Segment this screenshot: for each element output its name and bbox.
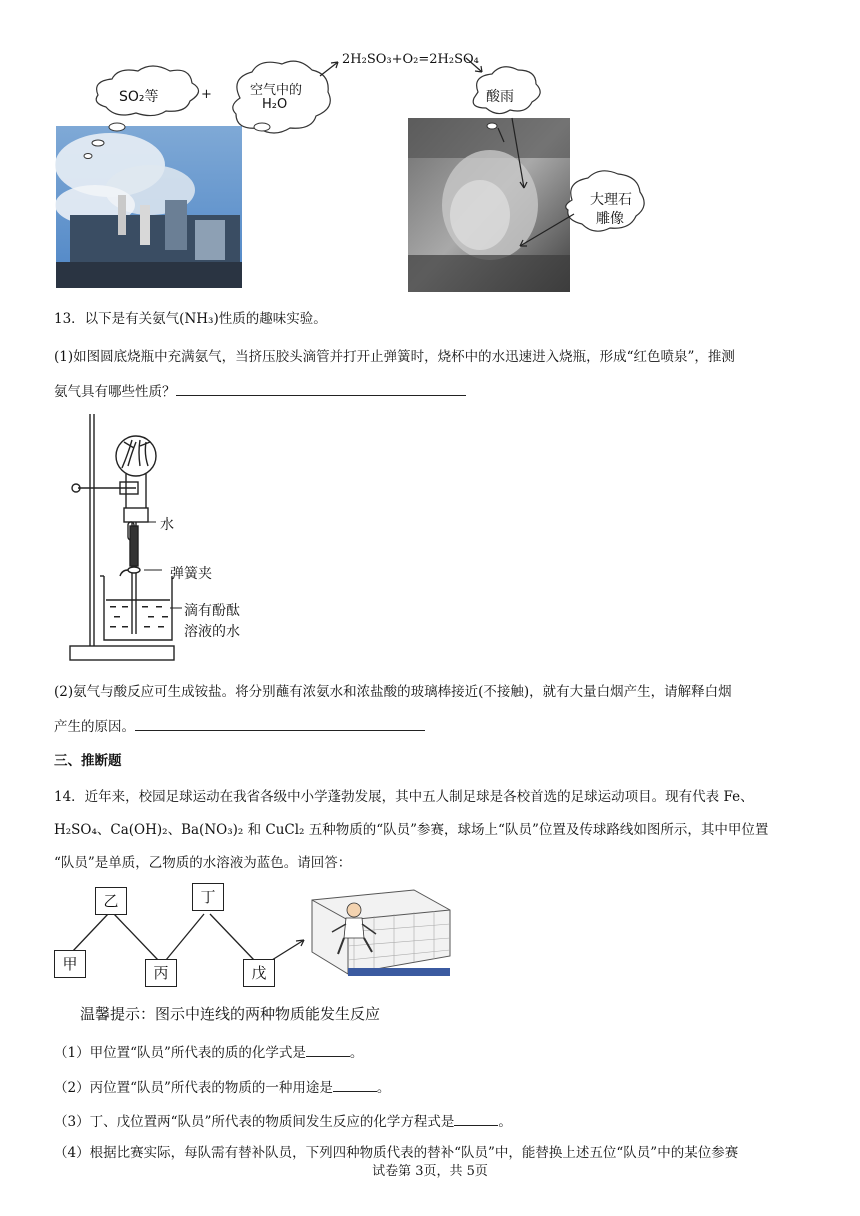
acid-rain-label: 酸雨 xyxy=(486,89,514,105)
marble-label-line2: 雕像 xyxy=(596,211,624,227)
so2-label: SO₂等 xyxy=(119,89,159,105)
q13-part1-question: 氨气具有哪些性质？ xyxy=(54,384,176,400)
position-wu: 戊 xyxy=(243,959,275,987)
q14-stem-line1: 14．近年来，校园足球运动在我省各级中小学蓬勃发展，其中五人制足球是各校首选的足球运动项目。现有代表 Fe、 xyxy=(54,789,754,805)
q14-sub1 xyxy=(54,1041,363,1061)
answer-blank[interactable] xyxy=(333,1079,377,1092)
q14-stem-line2: H₂SO₄、Ca(OH)₂、Ba(NO₃)₂ 和 CuCl₂ 五种物质的“队员”参赛，球场上“队员”位置及传球路线如图所示，其中甲位置 xyxy=(54,822,769,838)
water-label: 水 xyxy=(160,517,174,533)
q14-sub2-text: （2）丙位置“队员”所代表的物质的一种用途是 xyxy=(54,1080,333,1096)
phenolphthalein-solution-label-line2: 溶液的水 xyxy=(184,624,240,640)
marble-label-line1: 大理石 xyxy=(590,192,632,208)
spring-clamp-label: 弹簧夹 xyxy=(170,566,212,582)
position-yi: 乙 xyxy=(95,887,127,915)
factory-photo xyxy=(55,126,242,288)
reaction-tip: 温馨提示：图示中连线的两种物质能发生反应 xyxy=(80,1005,381,1023)
q13-part2-line2 xyxy=(54,715,425,735)
air-water-label-line2: H₂O xyxy=(262,97,288,112)
q14-sub4: （4）根据比赛实际，每队需有替补队员，下列四种物质代表的替补“队员”中，能替换上述五位“队员”中的某位参赛 xyxy=(54,1145,739,1161)
sulfurous-acid-oxidation-equation: 2H₂SO₃+O₂=2H₂SO₄ xyxy=(342,52,479,67)
q14-sub3-text: （3）丁、戊位置两“队员”所代表的物质间发生反应的化学方程式是 xyxy=(54,1114,455,1130)
page-footer: 试卷第 3页，共 5页 xyxy=(372,1164,488,1179)
acid-rain-diagram-svg xyxy=(0,0,860,300)
fountain-apparatus-svg xyxy=(64,408,284,664)
q13-part2-question: 产生的原因。 xyxy=(54,719,135,735)
q13-stem: 13．以下是有关氨气(NH₃)性质的趣味实验。 xyxy=(54,311,327,327)
q14-sub1-end: 。 xyxy=(349,1045,364,1061)
answer-blank[interactable] xyxy=(176,383,466,396)
answer-blank[interactable] xyxy=(306,1044,350,1057)
q13-part1-line1: (1)如图圆底烧瓶中充满氨气，当挤压胶头滴管并打开止弹簧时，烧杯中的水迅速进入烧瓶，形成“红色喷泉”，推测 xyxy=(54,349,735,365)
air-water-label-line1: 空气中的 xyxy=(250,83,303,98)
q14-sub3 xyxy=(54,1110,512,1130)
marble-statue-photo xyxy=(408,118,570,292)
phenolphthalein-solution-label-line1: 滴有酚酞 xyxy=(184,603,240,619)
q14-sub2-end: 。 xyxy=(376,1080,391,1096)
goal-illustration xyxy=(312,890,450,976)
section-heading: 三、推断题 xyxy=(54,753,122,769)
q14-sub1-text: （1）甲位置“队员”所代表的质的化学式是 xyxy=(54,1045,306,1061)
position-jia: 甲 xyxy=(54,950,86,978)
q14-stem-line3: “队员”是单质，乙物质的水溶液为蓝色。请回答： xyxy=(54,855,352,871)
q14-sub3-end: 。 xyxy=(498,1114,512,1130)
q14-sub2 xyxy=(54,1076,390,1096)
answer-blank[interactable] xyxy=(135,718,425,731)
answer-blank[interactable] xyxy=(454,1113,498,1126)
plus-sign: + xyxy=(201,87,212,102)
position-ding: 丁 xyxy=(192,883,224,911)
q13-part2-line1: (2)氨气与酸反应可生成铵盐。将分别蘸有浓氨水和浓盐酸的玻璃棒接近(不接触)，就有大量白烟产生，请解释白烟 xyxy=(54,684,732,700)
position-bing: 丙 xyxy=(145,959,177,987)
q13-part1-line2 xyxy=(54,380,466,400)
